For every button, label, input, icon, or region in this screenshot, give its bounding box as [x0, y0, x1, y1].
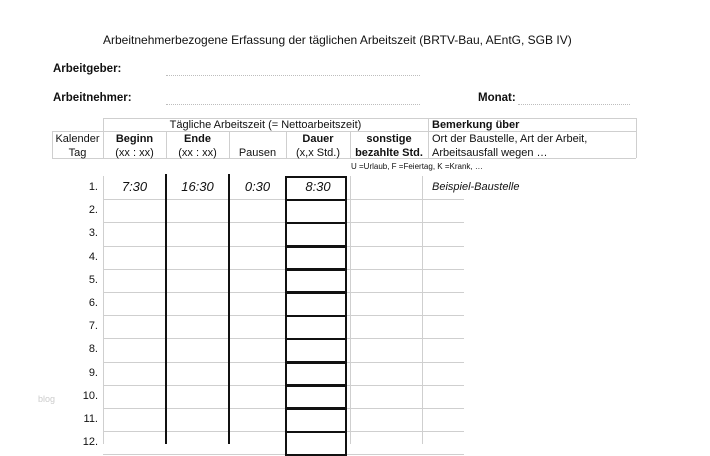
beginn-cell[interactable]: 7:30 — [121, 179, 148, 194]
row-number: 6. — [88, 297, 98, 309]
row-divider — [103, 408, 464, 409]
row-number: 11. — [83, 413, 98, 425]
arbeitnehmer-label: Arbeitnehmer: — [53, 92, 132, 104]
row-number: 12. — [82, 436, 98, 449]
dauer-value[interactable]: 8:30 — [305, 179, 331, 194]
col-dauer: Dauer — [302, 133, 334, 145]
header-mid-line — [52, 131, 636, 132]
col-ende-format: (xx : xx) — [178, 147, 217, 159]
dauer-cell[interactable] — [285, 362, 347, 387]
dauer-cell[interactable] — [285, 222, 347, 247]
row-divider — [103, 385, 464, 386]
col-tag: Tag — [68, 147, 87, 159]
dauer-cell[interactable] — [285, 246, 347, 271]
ende-cell[interactable]: 16:30 — [181, 179, 214, 194]
row-divider — [103, 199, 464, 200]
dauer-cell[interactable] — [285, 338, 347, 363]
col-kalender: Kalender — [55, 133, 100, 145]
col-sonstige-sub: bezahlte Std. — [355, 147, 423, 159]
monat-line[interactable] — [518, 104, 630, 105]
col-sonstige: sonstige — [366, 133, 412, 145]
bemerkung-header: Bemerkung über — [432, 119, 520, 131]
col-ende: Ende — [184, 133, 211, 145]
row-number: 10. — [82, 389, 98, 402]
col-dauer-format: (x,x Std.) — [295, 147, 340, 159]
row-number: 7. — [88, 320, 98, 333]
row-divider — [103, 454, 464, 455]
row-divider — [103, 269, 464, 270]
dauer-cell[interactable] — [285, 315, 347, 340]
row-divider — [103, 315, 464, 316]
row-number: 4. — [88, 250, 98, 263]
dauer-cell[interactable] — [285, 408, 347, 433]
dauer-cell[interactable] — [285, 199, 347, 224]
document-title: Arbeitnehmerbezogene Erfassung der täglichen Arbeitszeit (BRTV-Bau, AEntG, SGB IV) — [103, 33, 572, 47]
col-beginn-format: (xx : xx) — [115, 147, 154, 159]
row-number: 5. — [88, 273, 98, 286]
bemerkung-cell[interactable]: Beispiel-Baustelle — [432, 181, 520, 193]
row-number: 3. — [88, 227, 98, 240]
row-divider — [103, 292, 464, 293]
dauer-cell[interactable] — [285, 292, 347, 317]
bemerkung-sub2: Arbeitsausfall wegen … — [432, 147, 548, 159]
col-beginn: Beginn — [115, 133, 154, 145]
header-vline — [428, 118, 429, 158]
col-pausen: Pausen — [238, 147, 277, 159]
row-divider — [103, 431, 464, 432]
body-bold-vline — [165, 174, 167, 444]
group-header: Tägliche Arbeitszeit (= Nettoarbeitszeit) — [169, 119, 362, 131]
body-vline — [350, 176, 351, 444]
monat-label: Monat: — [478, 92, 516, 104]
row-divider — [103, 222, 464, 223]
body-vline — [422, 176, 423, 444]
row-divider — [103, 246, 464, 247]
arbeitgeber-label: Arbeitgeber: — [53, 63, 122, 75]
pausen-cell[interactable]: 0:30 — [244, 179, 271, 194]
row-divider — [103, 362, 464, 363]
header-vline — [636, 118, 637, 158]
row-number: 2. — [88, 204, 98, 217]
row-divider — [103, 338, 464, 339]
bemerkung-sub1: Ort der Baustelle, Art der Arbeit, — [432, 133, 588, 145]
watermark: blog — [38, 394, 56, 404]
dauer-cell[interactable] — [285, 385, 347, 410]
dauer-cell[interactable] — [285, 269, 347, 294]
body-bold-vline — [228, 174, 230, 444]
arbeitgeber-line[interactable] — [166, 75, 420, 76]
arbeitnehmer-line[interactable] — [166, 104, 420, 105]
row-number: 9. — [88, 366, 98, 379]
row-number: 8. — [88, 343, 98, 356]
legend-note: U =Urlaub, F =Feiertag, K =Krank, … — [351, 162, 483, 171]
body-vline — [103, 176, 104, 444]
row-number: 1. — [88, 181, 98, 193]
